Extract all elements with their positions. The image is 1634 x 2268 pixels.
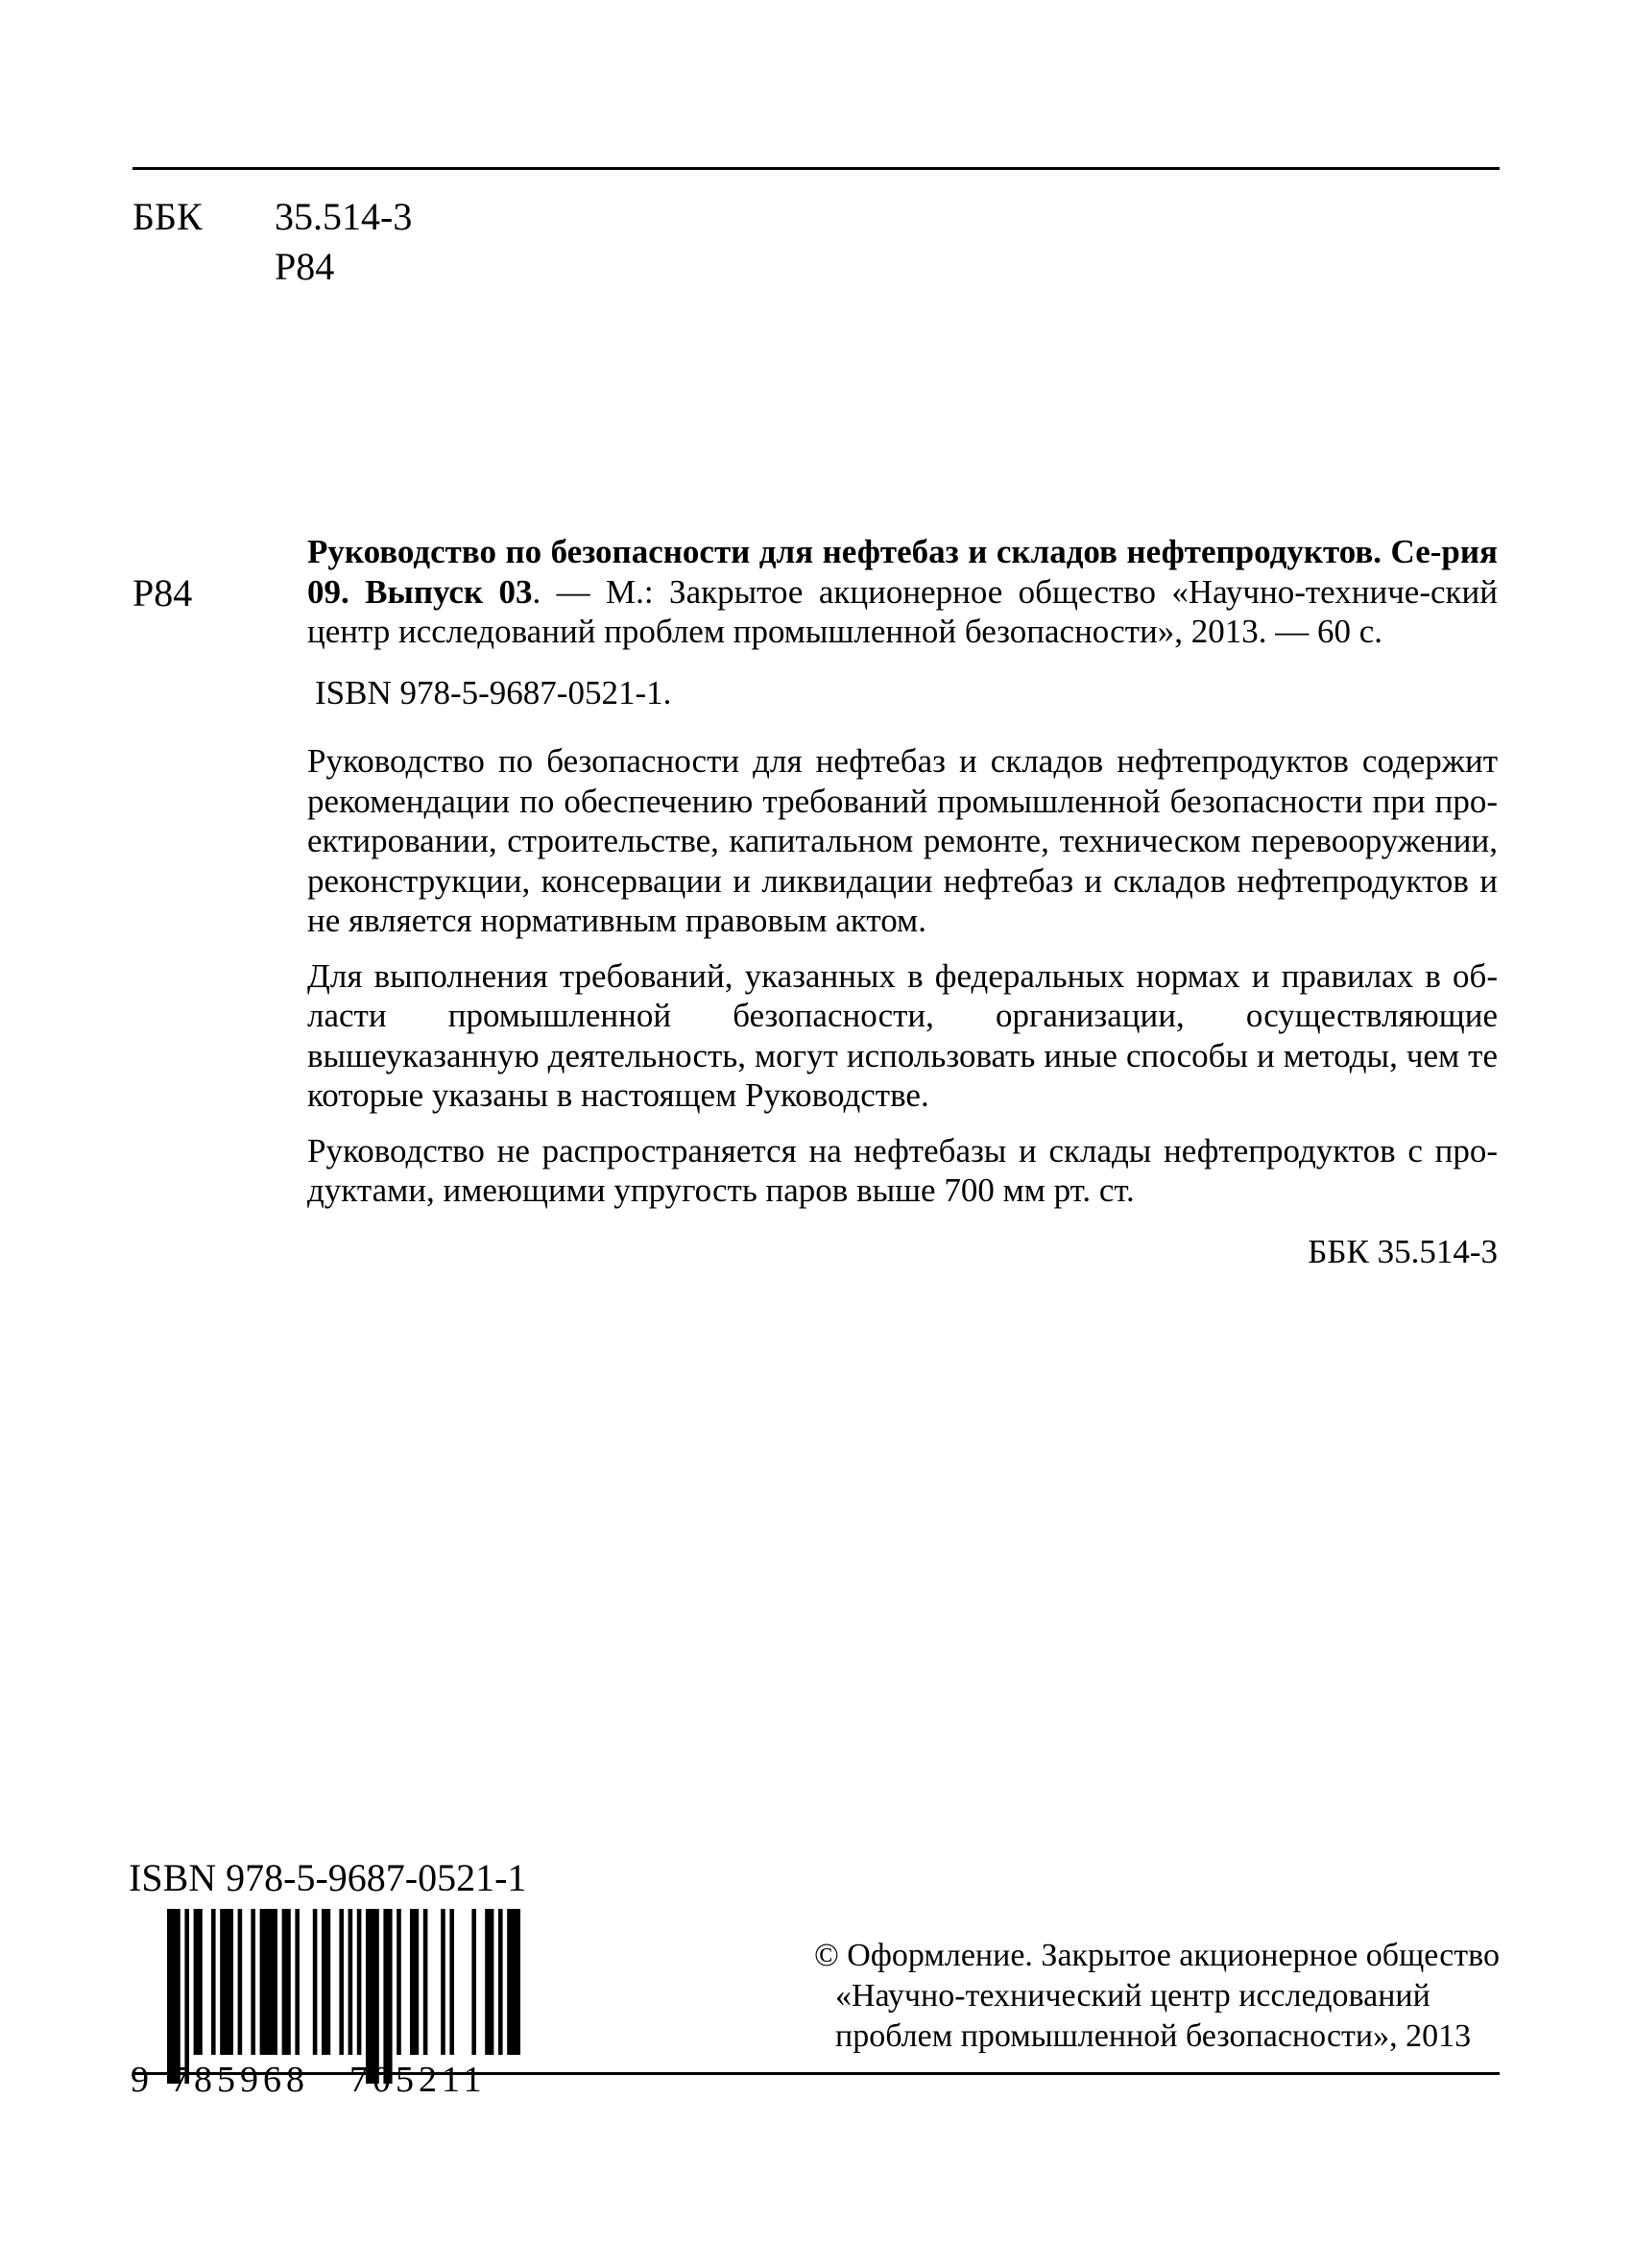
barcode-bar	[282, 1909, 291, 2055]
barcode-bars	[167, 1909, 520, 2084]
barcode-bar	[410, 1909, 419, 2055]
barcode-bar	[357, 1909, 362, 2055]
bibliographic-record	[307, 532, 1498, 1271]
isbn-line	[307, 673, 1498, 713]
barcode-bar	[339, 1909, 344, 2055]
barcode-bar	[441, 1909, 445, 2055]
barcode-bar	[238, 1909, 243, 2055]
barcode-isbn-label: ISBN 978-5-9687-0521-1	[129, 1856, 527, 1899]
barcode-bar	[220, 1909, 233, 2055]
copyright-line-2: «Научно-технический центр исследований	[835, 1978, 1430, 2014]
abstract-paragraph-3: Руководство не распространяется на нефтебазы и склады нефтепродуктов с про-дуктами, имеющими упругость паров выше 700 мм рт. ст.	[307, 1131, 1498, 1209]
barcode-bar	[498, 1909, 503, 2055]
citation-title-part1: Руководство по безопасности для нефтебаз и складов нефтепродуктов. Се-	[307, 533, 1442, 570]
citation-title-part2: рия 09. Выпуск 03	[307, 533, 1498, 611]
top-rule	[132, 167, 1500, 170]
barcode-bar	[295, 1909, 300, 2055]
barcode-digits-right: 705211	[349, 2060, 487, 2097]
barcode-bar	[485, 1909, 493, 2055]
abstract-paragraph-2: Для выполнения требований, указанных в федеральных нормах и правилах в об-ласти промышленной безопасности, организации, осуществляющие вышеуказанную деятельность, могут использовать иные способы и методы, чем те которые указаны в настоящем Руководстве.	[307, 956, 1498, 1114]
isbn-barcode	[129, 1905, 532, 2097]
copyright-line-1: © Оформление. Закрытое акционерное общество	[813, 1938, 1500, 1973]
citation	[307, 532, 1498, 652]
barcode-bar	[423, 1909, 428, 2055]
author-code: Р84	[275, 245, 335, 288]
barcode-digit-first: 9	[131, 2060, 149, 2097]
copyright	[789, 1936, 1500, 2057]
barcode-bar	[194, 1909, 203, 2055]
barcode-bar	[383, 1909, 392, 2084]
bottom-rule	[132, 2072, 1500, 2075]
barcode-bar	[507, 1909, 520, 2055]
barcode-bar	[396, 1909, 401, 2055]
bbk-codes	[275, 192, 412, 292]
barcode-bar	[348, 1909, 353, 2055]
barcode-bar	[449, 1909, 454, 2055]
barcode-bar	[322, 1909, 330, 2055]
abstract	[307, 741, 1498, 1211]
isbn-text: ISBN 978-5-9687-0521-1.	[315, 673, 672, 712]
barcode-bar	[260, 1909, 277, 2055]
bbk-label: ББК	[132, 195, 203, 238]
barcode-bar	[471, 1909, 476, 2055]
bbk-code: 35.514-3	[275, 195, 413, 238]
barcode-bar	[167, 1909, 180, 2084]
barcode-bar	[211, 1909, 216, 2055]
barcode-digits-left: 785968	[171, 2060, 309, 2097]
citation-publication: . — М.: Закрытое акционерное общество «Научно-техниче-ский центр исследований проблем промышленной безопасности», 2013. — 60 с.	[307, 572, 1498, 650]
barcode-bar	[251, 1909, 255, 2055]
bbk-footer: ББК 35.514-3	[1308, 1232, 1498, 1270]
barcode-block	[129, 1855, 541, 2097]
barcode-bar	[184, 1909, 189, 2084]
barcode-bar	[366, 1909, 379, 2084]
barcode-bar	[313, 1909, 318, 2055]
side-author-code: Р84	[132, 571, 193, 615]
abstract-paragraph-1: Руководство по безопасности для нефтебаз и складов нефтепродуктов содержит рекомендации по обеспечению требований промышленной безопасности при про-ектировании, строительстве, капитальном ремонте, техническом перевооружении, реконструкции, консервации и ликвидации нефтебаз и складов нефтепродуктов и не является нормативным правовым актом.	[307, 742, 1498, 939]
copyright-line-3: проблем промышленной безопасности», 2013	[835, 2018, 1472, 2054]
